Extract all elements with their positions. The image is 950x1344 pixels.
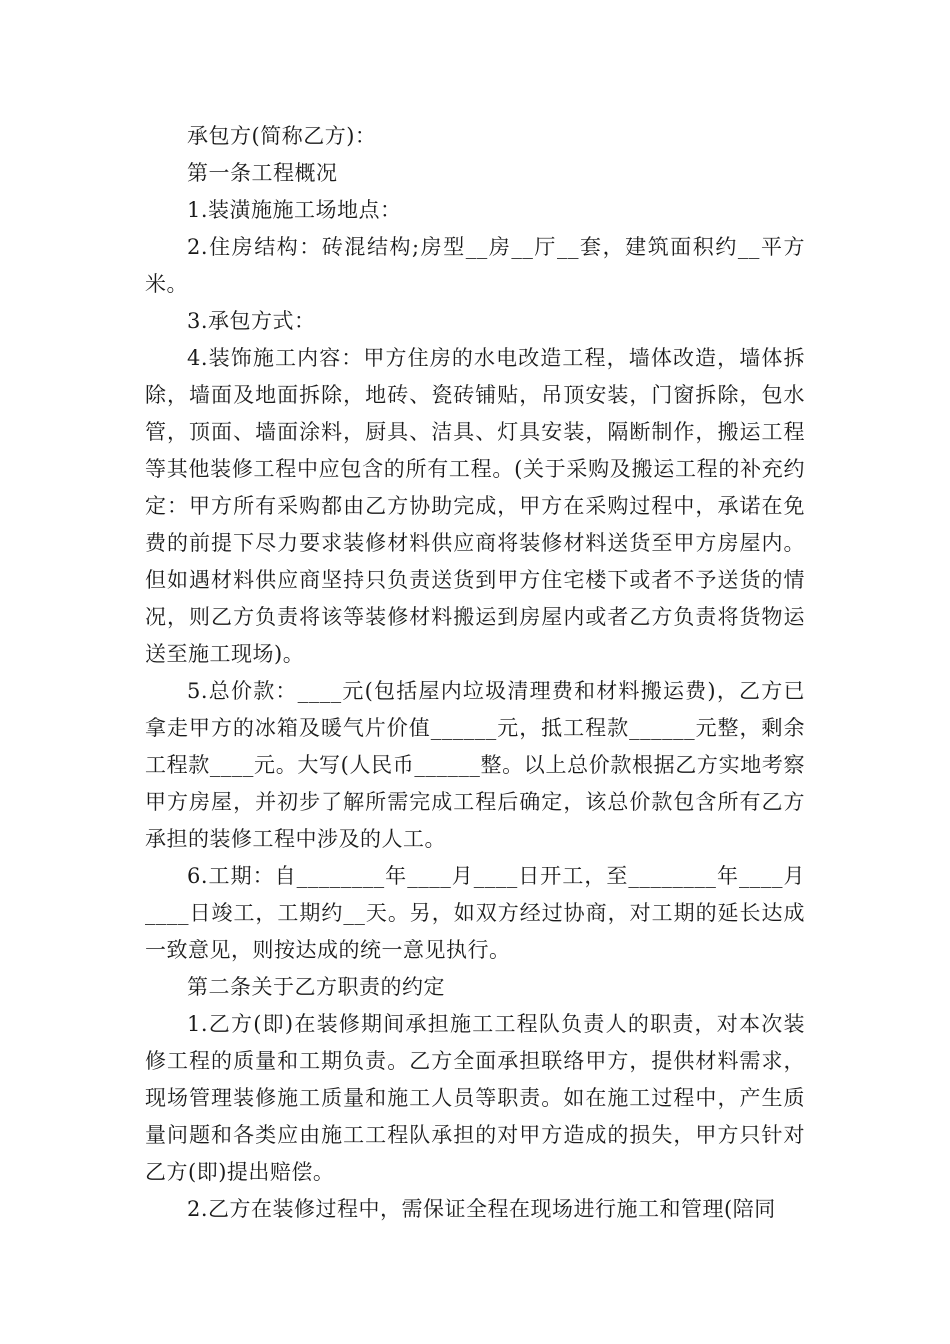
paragraph-total-price: 5.总价款：____元(包括屋内垃圾清理费和材料搬运费)，乙方已拿走甲方的冰箱及暖气片价值______元，抵工程款______元整，剩余工程款____元。大写(人民币______整。以上总价款根据乙方实地考察甲方房屋，并初步了解所需完成工程后确定，该总价款包含所有乙方承担的装修工程中涉及的人工。 xyxy=(145,679,805,851)
section-heading-2: 第二条关于乙方职责的约定 xyxy=(187,975,445,999)
paragraph-duty-2: 2.乙方在装修过程中，需保证全程在现场进行施工和管理(陪同 xyxy=(187,1197,776,1221)
section-heading-1: 第一条工程概况 xyxy=(187,161,338,185)
paragraph-work-content: 4.装饰施工内容：甲方住房的水电改造工程，墙体改造，墙体拆除，墙面及地面拆除，地砖、瓷砖铺贴，吊顶安装，门窗拆除，包水管，顶面、墙面涂料，厨具、洁具、灯具安装，隔断制作，搬运工程等其他装修工程中应包含的所有工程。(关于采购及搬运工程的补充约定：甲方所有采购都由乙方协助完成，甲方在采购过程中，承诺在免费的前提下尽力要求装修材料供应商将装修材料送货至甲方房屋内。但如遇材料供应商坚持只负责送货到甲方住宅楼下或者不予送货的情况，则乙方负责将该等装修材料搬运到房屋内或者乙方负责将货物运送至施工现场)。 xyxy=(145,346,805,666)
paragraph-contractor: 承包方(简称乙方)： xyxy=(187,124,377,148)
paragraph-duty-1: 1.乙方(即)在装修期间承担施工工程队负责人的职责，对本次装修工程的质量和工期负责。乙方全面承担联络甲方，提供材料需求，现场管理装修施工质量和施工人员等职责。如在施工过程中，产生质量问题和各类应由施工工程队承担的对甲方造成的损失，甲方只针对乙方(即)提出赔偿。 xyxy=(145,1012,805,1184)
paragraph-site: 1.装潢施施工场地点： xyxy=(187,198,402,222)
document-body xyxy=(145,118,805,1228)
paragraph-contract-method: 3.承包方式： xyxy=(187,309,316,333)
paragraph-structure: 2.住房结构：砖混结构;房型__房__厅__套，建筑面积约__平方米。 xyxy=(145,235,805,296)
paragraph-schedule: 6.工期：自________年____月____日开工，至________年____月____日竣工，工期约__天。另，如双方经过协商，对工期的延长达成一致意见，则按达成的统一意见执行。 xyxy=(145,864,805,962)
